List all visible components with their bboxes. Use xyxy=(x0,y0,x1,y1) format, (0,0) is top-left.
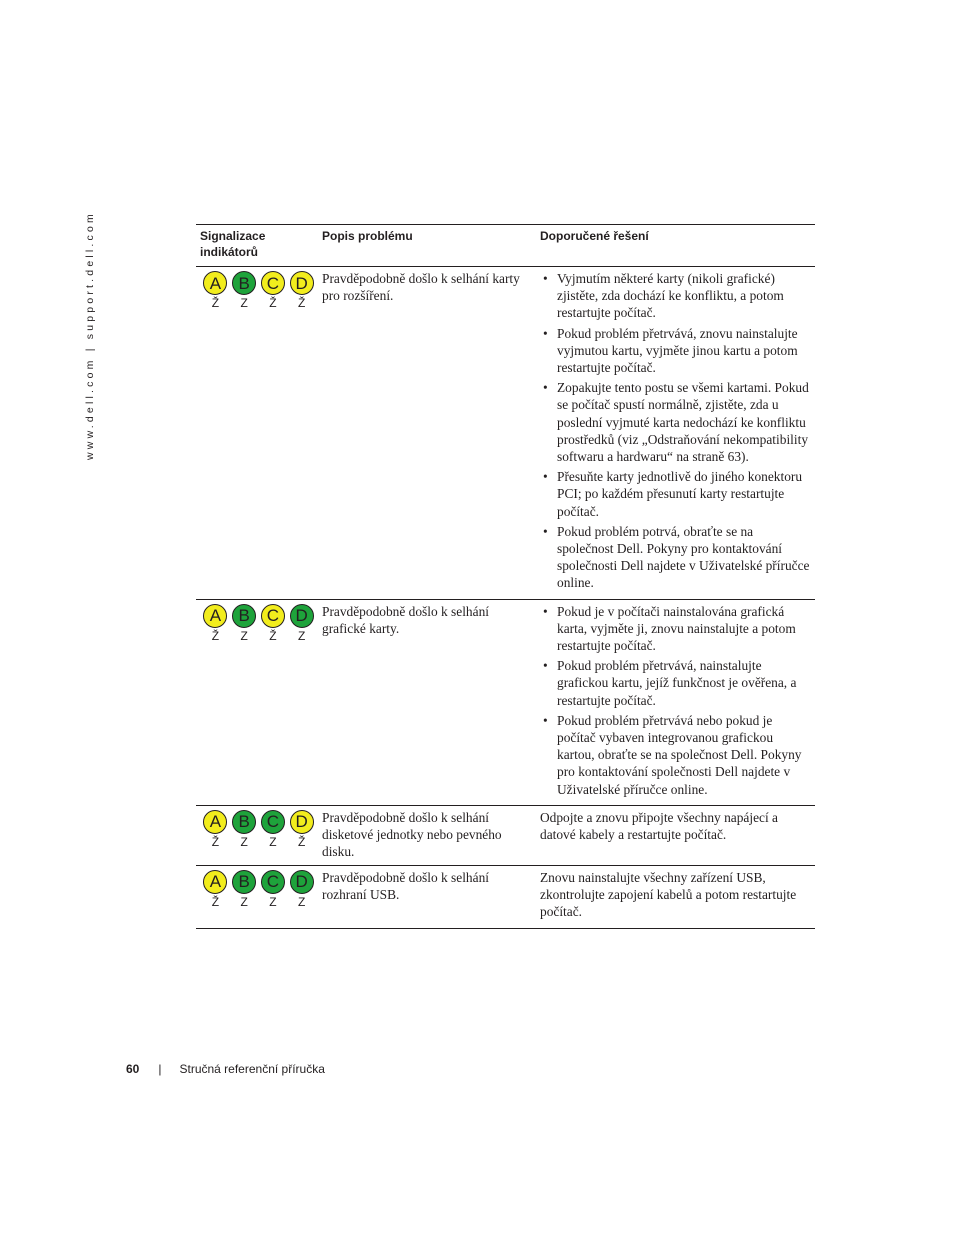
problem-description: Pravděpodobně došlo k selhání rozhraní USB. xyxy=(318,865,536,928)
indicator-light xyxy=(261,604,286,643)
indicator-lights xyxy=(200,603,314,643)
indicator-circle-icon: D xyxy=(290,870,314,894)
indicator-light xyxy=(232,870,257,909)
indicator-circle-icon: B xyxy=(232,870,256,894)
indicator-light xyxy=(203,604,228,643)
solution-item: • Pokud problém potrvá, obraťte se na společnost Dell. Pokyny pro kontaktování společnosti Dell najdete v Uživatelské příručce online. xyxy=(540,523,811,592)
indicator-circle-icon: C xyxy=(261,604,285,628)
recommended-solution xyxy=(536,599,815,805)
indicator-color-label: Ž xyxy=(269,628,277,643)
indicator-light xyxy=(289,271,314,310)
table-row xyxy=(196,805,815,865)
header-solution: Doporučené řešení xyxy=(536,225,815,267)
solution-list xyxy=(540,270,811,592)
indicator-color-label: Z xyxy=(240,628,248,643)
indicator-lights xyxy=(200,809,314,849)
indicator-circle-icon: C xyxy=(261,870,285,894)
indicator-color-label: Z xyxy=(269,834,277,849)
indicator-circle-icon: A xyxy=(203,271,227,295)
header-indicators: Signalizace indikátorů xyxy=(196,225,318,267)
indicator-cell xyxy=(196,865,318,928)
indicator-circle-icon: C xyxy=(261,271,285,295)
indicator-cell xyxy=(196,267,318,600)
indicator-light xyxy=(289,810,314,849)
indicator-circle-icon: B xyxy=(232,810,256,834)
indicator-light xyxy=(289,870,314,909)
indicator-circle-icon: B xyxy=(232,604,256,628)
indicator-color-label: Ž xyxy=(211,834,220,849)
indicator-circle-icon: A xyxy=(203,604,227,628)
page-footer xyxy=(126,1062,325,1076)
indicator-color-label: Ž xyxy=(297,834,306,849)
indicator-circle-icon: B xyxy=(232,271,256,295)
indicator-color-label: Z xyxy=(240,834,248,849)
table-row xyxy=(196,267,815,600)
indicator-light xyxy=(232,810,257,849)
table-row xyxy=(196,599,815,805)
solution-item: • Pokud problém přetrvává, znovu nainstalujte vyjmutou kartu, vyjměte jinou kartu a potom restartujte počítač. xyxy=(540,325,811,377)
indicator-lights xyxy=(200,869,314,909)
indicator-light xyxy=(203,810,228,849)
indicator-color-label: Ž xyxy=(269,296,277,310)
recommended-solution xyxy=(536,267,815,600)
indicator-light xyxy=(261,271,286,310)
indicator-circle-icon: A xyxy=(203,870,227,894)
problem-description: Pravděpodobně došlo k selhání grafické karty. xyxy=(318,599,536,805)
header-problem: Popis problému xyxy=(318,225,536,267)
indicator-color-label: Z xyxy=(240,894,248,909)
table-row xyxy=(196,865,815,928)
indicator-cell xyxy=(196,599,318,805)
problem-description: Pravděpodobně došlo k selhání karty pro rozšíření. xyxy=(318,267,536,600)
indicator-circle-icon: C xyxy=(261,810,285,834)
indicator-light xyxy=(203,870,228,909)
indicator-color-label: Z xyxy=(297,628,306,643)
footer-title: Stručná referenční příručka xyxy=(179,1062,325,1076)
indicator-color-label: Z xyxy=(297,894,306,909)
indicator-color-label: Ž xyxy=(211,628,220,643)
indicator-circle-icon: D xyxy=(290,810,314,834)
indicator-light xyxy=(203,271,228,310)
indicator-light xyxy=(261,810,286,849)
indicator-color-label: Ž xyxy=(211,296,220,310)
problem-description: Pravděpodobně došlo k selhání disketové jednotky nebo pevného disku. xyxy=(318,805,536,865)
indicator-light xyxy=(261,870,286,909)
recommended-solution: Odpojte a znovu připojte všechny napájecí a datové kabely a restartujte počítač. xyxy=(536,805,815,865)
indicator-light xyxy=(289,604,314,643)
table-header-row xyxy=(196,225,815,267)
solution-item: • Zopakujte tento postu se všemi kartami. Pokud se počítač spustí normálně, zjistěte, zda u poslední vyjmuté karta nedochází ke konfliktu prostředků (viz „Odstraňování nekompatibility softwaru a hardwaru“ na straně 63). xyxy=(540,379,811,465)
indicator-color-label: Ž xyxy=(211,894,220,909)
page-number: 60 xyxy=(126,1062,140,1076)
diagnostic-table xyxy=(196,224,815,929)
recommended-solution: Znovu nainstalujte všechny zařízení USB, zkontrolujte zapojení kabelů a potom restartujte počítač. xyxy=(536,865,815,928)
indicator-color-label: Z xyxy=(240,296,248,310)
indicator-color-label: Ž xyxy=(297,296,306,310)
solution-item: • Pokud problém přetrvává nebo pokud je počítač vybaven integrovanou grafickou kartou, obraťte se na společnost Dell. Pokyny pro kontaktování společnosti Dell najdete v Uživatelské příručce online. xyxy=(540,712,811,798)
solution-item: • Pokud problém přetrvává, nainstalujte grafickou kartu, jejíž funkčnost je ověřena, a restartujte počítač. xyxy=(540,657,811,709)
footer-separator: | xyxy=(158,1062,162,1076)
solution-item: • Pokud je v počítači nainstalována grafická karta, vyjměte ji, znovu nainstalujte a potom restartujte počítač. xyxy=(540,603,811,655)
indicator-circle-icon: D xyxy=(290,271,314,295)
indicator-light xyxy=(232,271,257,310)
indicator-circle-icon: D xyxy=(290,604,314,628)
solution-item: • Přesuňte karty jednotlivě do jiného konektoru PCI; po každém přesunutí karty restartujte počítač. xyxy=(540,468,811,520)
indicator-circle-icon: A xyxy=(203,810,227,834)
indicator-light xyxy=(232,604,257,643)
solution-item: • Vyjmutím některé karty (nikoli grafické) zjistěte, zda dochází ke konfliktu, a potom restartujte počítač. xyxy=(540,270,811,322)
indicator-cell xyxy=(196,805,318,865)
indicator-color-label: Z xyxy=(269,894,277,909)
side-url: www.dell.com | support.dell.com xyxy=(84,211,96,460)
indicator-lights xyxy=(200,270,314,310)
solution-list xyxy=(540,603,811,798)
